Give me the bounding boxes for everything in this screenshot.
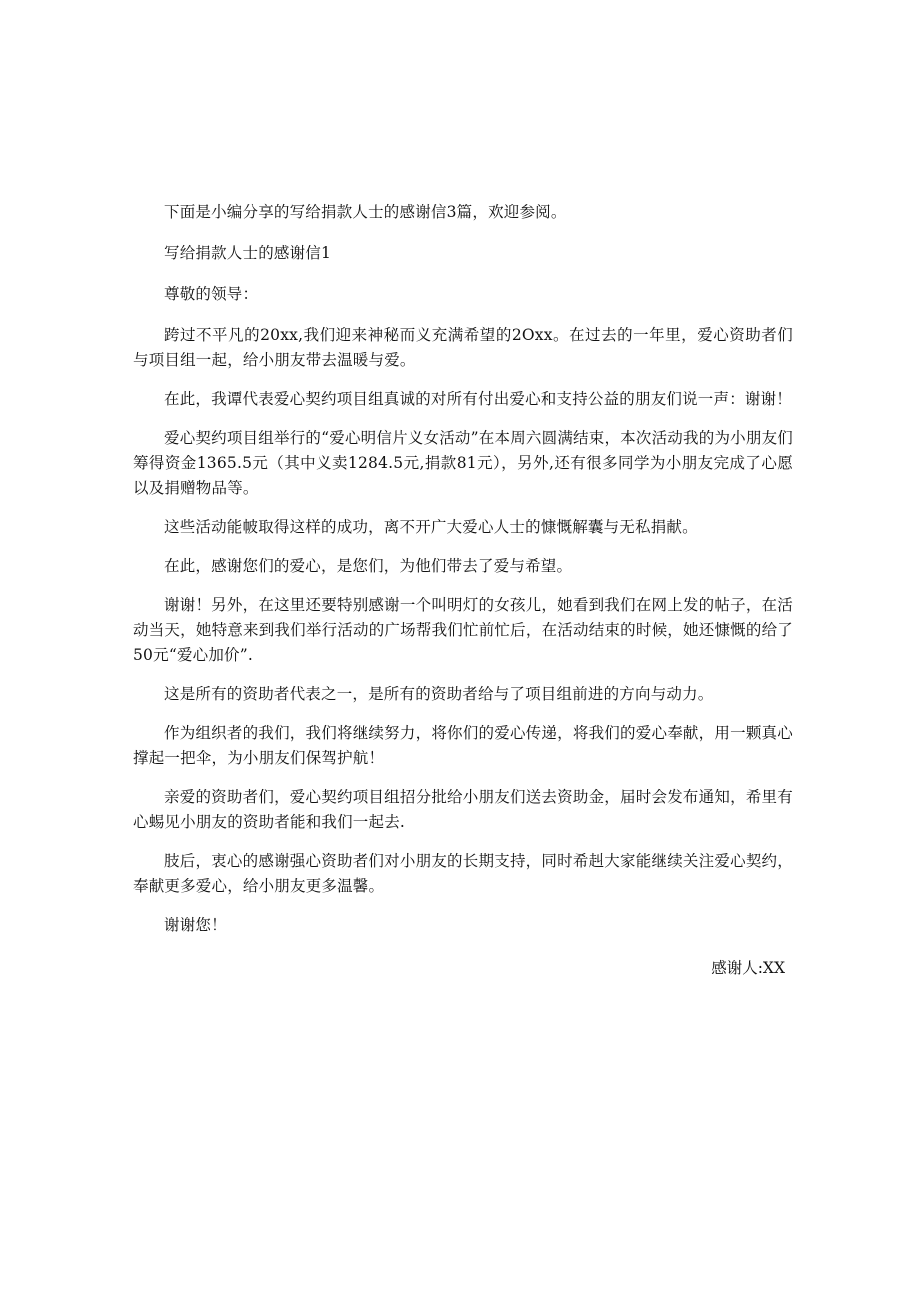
paragraph: 谢谢！另外，在这里还要特别感谢一个叫明灯的女孩儿，她看到我们在网上发的帖子，在活动当天，她特意来到我们举行活动的广场帮我们忙前忙后，在活动结束的时候，她还慷慨的给了50元“爱心加价”. [133,596,793,664]
paragraph: 这些活动能帔取得这样的成功，离不开广大爱心人士的慷慨解囊与无私捐献。 [164,518,698,536]
letter-heading: 写给捐款人士的感谢信1 [164,244,332,262]
paragraph: 肢后，衷心的感谢强心资助者们对小朋友的长期支持，同时希赳大家能继续关注爱心契约，奉献更多爱心，给小朋友更多温馨。 [133,852,793,895]
salutation: 尊敬的领导： [164,285,259,303]
closing-text: 谢谢您！ [164,916,227,934]
signature: 感谢人:XX [711,959,785,977]
paragraph: 爱心契约项目组举行的“爱心明信片义女活动”在本周六圆满结束，本次活动我的为小朋友们筹得资金1365.5元（其中义卖1284.5元,捐款81元），另外,还有很多同学为小朋友完成了心愿以及捐赠物品等。 [133,429,793,497]
paragraph: 作为组织者的我们，我们将继续努力，将你们的爱心传递，将我们的爱心奉献，用一颗真心撑起一把伞，为小朋友们保驾护航！ [133,724,793,767]
intro-text: 下面是小编分享的写给捐款人士的感谢信3篇，欢迎参阅。 [164,203,567,221]
paragraph: 这是所有的资助者代表之一，是所有的资助者给与了项目组前进的方向与动力。 [164,685,714,703]
letter-body [133,200,793,981]
paragraph: 在此，我谭代表爱心契约项目组真诚的对所有付出爱心和支持公益的朋友们说一声：谢谢！ [164,390,793,408]
paragraph: 亲爱的资助者们，爱心契约项目组招分批给小朋友们送去资助金，届时会发布通知，希里有心蜴见小朋友的资助者能和我们一起去. [133,788,793,831]
paragraph: 跨过不平凡的20xx,我们迎来神秘而义充满希望的2Oxx。在过去的一年里，爱心资助者们与项目组一起，给小朋友带去温暖与爱。 [133,326,793,369]
paragraph: 在此，感谢您们的爱心，是您们，为他们带去了爱与希望。 [164,557,573,575]
